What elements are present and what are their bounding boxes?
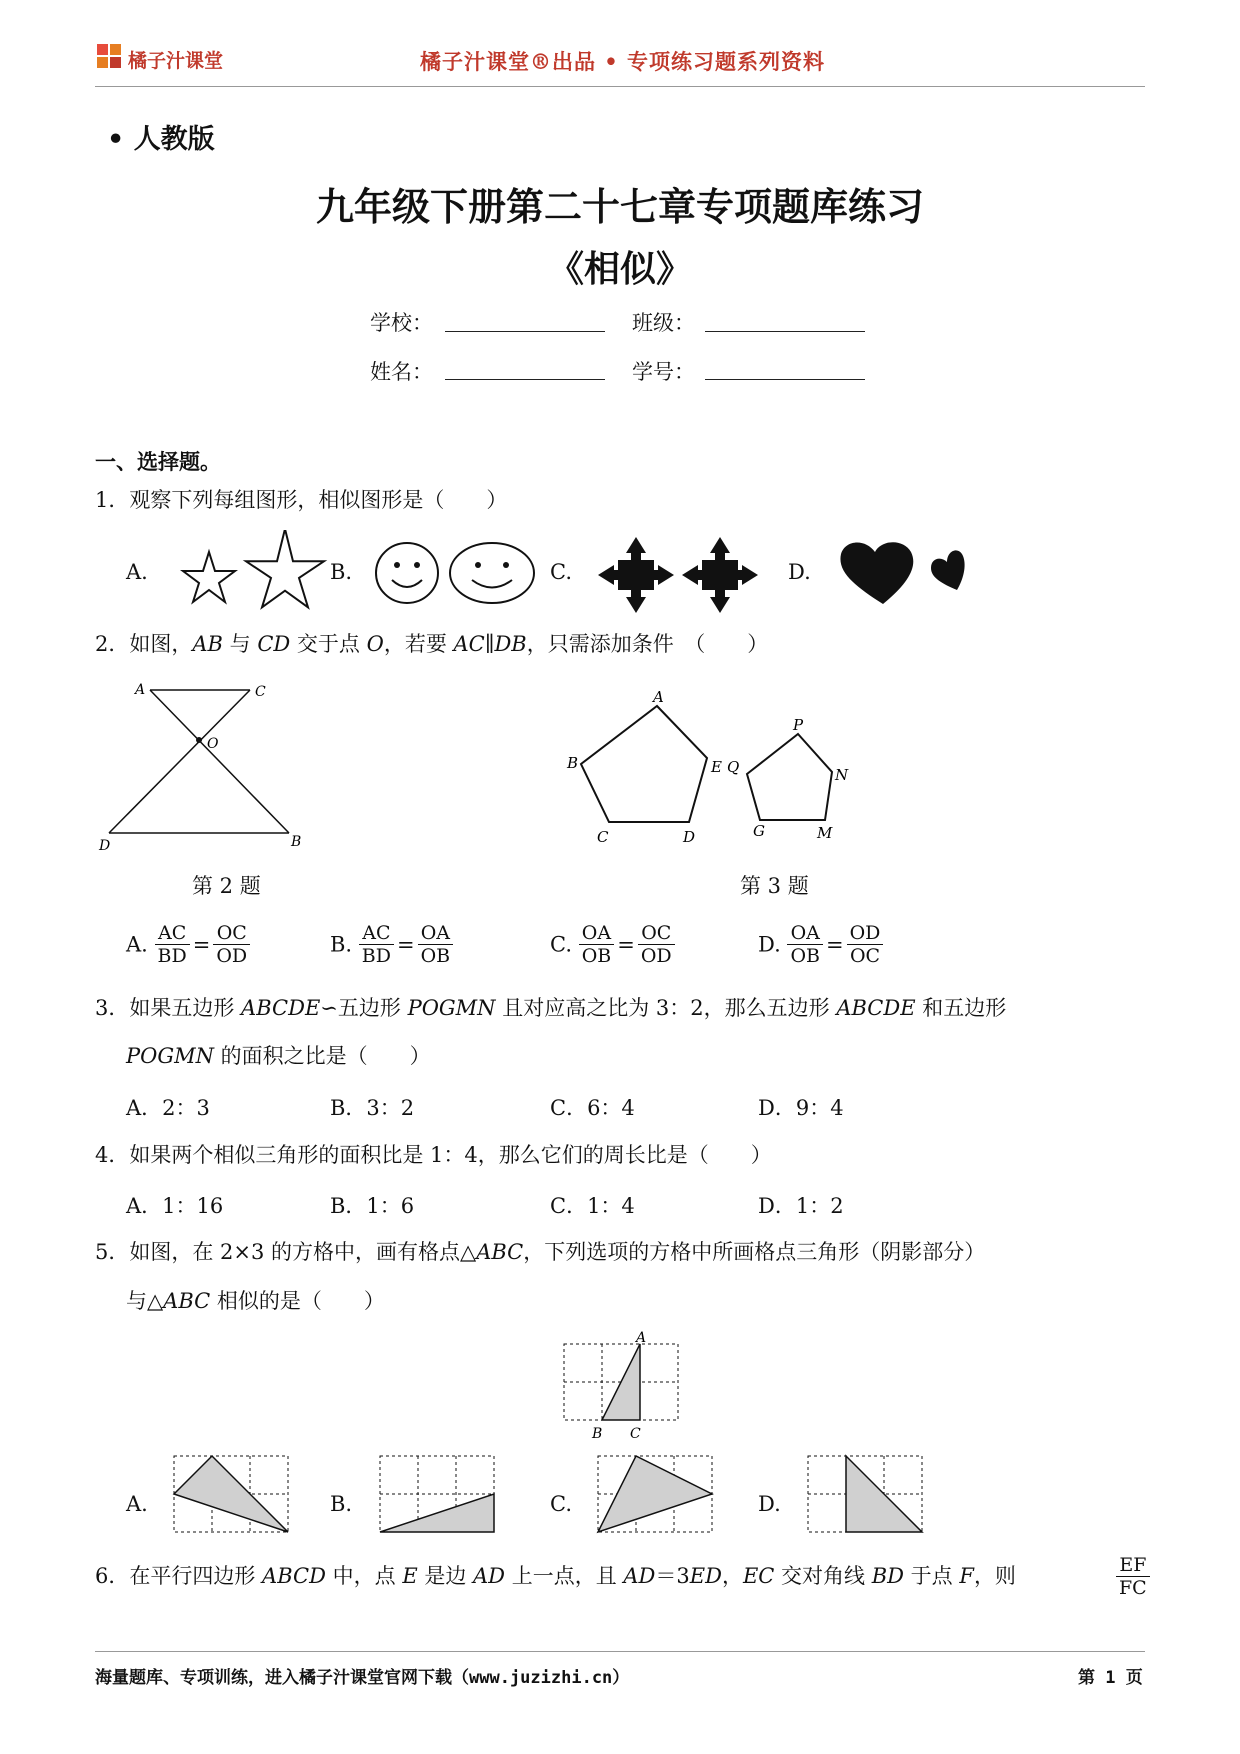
question-5-line-1: 5．如图，在 2×3 的方格中，画有格点△ABC，下列选项的方格中所画格点三角形（阴影部分） bbox=[95, 1240, 986, 1264]
q4-option-c: C．1：4 bbox=[550, 1194, 635, 1218]
svg-text:D: D bbox=[683, 828, 696, 846]
figure-3-caption: 第 3 题 bbox=[740, 874, 809, 898]
svg-text:C: C bbox=[597, 828, 609, 846]
svg-text:D: D bbox=[99, 838, 111, 854]
q2-option-b: B. $\frac{AC}{BD}$ = $\frac{OA}{OB}$ bbox=[330, 922, 453, 967]
heart-large-icon bbox=[840, 542, 913, 604]
figure-2-caption: 第 2 题 bbox=[192, 874, 261, 898]
name-field[interactable] bbox=[445, 357, 605, 380]
q3-option-b: B．3：2 bbox=[330, 1096, 415, 1120]
svg-text:E: E bbox=[711, 758, 722, 776]
class-label: 班级： bbox=[632, 311, 695, 335]
q4-option-d: D．1：2 bbox=[758, 1194, 844, 1218]
svg-text:Q: Q bbox=[727, 758, 740, 776]
q1-option-c-label: C. bbox=[550, 560, 572, 584]
q1-option-c-figure bbox=[598, 535, 768, 615]
q6-ratio-fraction: $\frac{EF}{FC}$ bbox=[1116, 1554, 1150, 1599]
star-small-icon bbox=[183, 552, 235, 602]
section-heading: 一、选择题。 bbox=[95, 450, 221, 474]
header-slogan: 橘子汁课堂®出品 • 专项练习题系列资料 bbox=[420, 49, 826, 74]
number-label: 学号： bbox=[632, 360, 695, 384]
number-field[interactable] bbox=[705, 357, 865, 380]
page-subtitle: 《相似》 bbox=[547, 249, 692, 290]
smiley-wide-icon bbox=[450, 543, 534, 603]
svg-text:C: C bbox=[255, 684, 266, 700]
svg-text:P: P bbox=[793, 716, 804, 734]
school-field[interactable] bbox=[445, 309, 605, 332]
question-6-stem: 6．在平行四边形 ABCD 中，点 E 是边 AD 上一点，且 AD＝3ED，EC 交对角线 BD 于点 F，则 bbox=[95, 1564, 1016, 1588]
svg-text:B: B bbox=[592, 1426, 603, 1442]
q5-main-figure bbox=[560, 1330, 690, 1450]
question-1-stem: 1．观察下列每组图形，相似图形是（ ） bbox=[95, 488, 508, 512]
svg-text:C: C bbox=[630, 1426, 641, 1442]
q5-option-c-figure bbox=[596, 1452, 716, 1538]
q1-option-a-label: A. bbox=[126, 560, 148, 584]
heart-small-icon bbox=[931, 550, 965, 590]
question-4-stem: 4．如果两个相似三角形的面积比是 1：4，那么它们的周长比是（ ） bbox=[95, 1143, 772, 1167]
class-field[interactable] bbox=[705, 309, 865, 332]
question-5-line-2: 与△ABC 相似的是（ ） bbox=[126, 1289, 385, 1313]
svg-text:N: N bbox=[835, 766, 849, 784]
svg-text:A: A bbox=[653, 688, 664, 706]
smiley-small-icon bbox=[376, 543, 438, 603]
q4-option-a: A．1：16 bbox=[126, 1194, 224, 1218]
q2-option-a: A. $\frac{AC}{BD}$ = $\frac{OC}{OD}$ bbox=[126, 922, 250, 967]
star-large-icon bbox=[246, 530, 324, 607]
svg-text:A: A bbox=[636, 1330, 647, 1346]
svg-text:O: O bbox=[207, 736, 219, 752]
brand-name: 橘子汁课堂 bbox=[128, 50, 224, 72]
arrow-cross-icon bbox=[598, 537, 674, 613]
page-number: 第 1 页 bbox=[1078, 1668, 1143, 1688]
question-3-line-1: 3．如果五边形 ABCDE∽五边形 POGMN 且对应高之比为 3：2，那么五边形 ABCDE 和五边形 bbox=[95, 996, 1007, 1020]
svg-text:A: A bbox=[135, 682, 146, 698]
name-label: 姓名： bbox=[370, 360, 433, 384]
edition-label: • 人教版 bbox=[107, 124, 215, 155]
q2-figure bbox=[95, 678, 315, 858]
q5-option-b-label: B. bbox=[330, 1492, 353, 1516]
q5-option-d-label: D. bbox=[758, 1492, 781, 1516]
q2-option-c: C. $\frac{OA}{OB}$ = $\frac{OC}{OD}$ bbox=[550, 922, 675, 967]
school-label: 学校： bbox=[370, 311, 433, 335]
svg-text:G: G bbox=[753, 822, 765, 840]
footer-divider bbox=[95, 1651, 1145, 1652]
q2-option-d: D. $\frac{OA}{OB}$ = $\frac{OD}{OC}$ bbox=[758, 922, 883, 967]
q5-option-b-figure bbox=[378, 1452, 498, 1538]
arrow-cross-icon bbox=[682, 537, 758, 613]
q3-option-c: C．6：4 bbox=[550, 1096, 635, 1120]
svg-text:B: B bbox=[567, 754, 579, 772]
q1-option-b-label: B. bbox=[330, 560, 353, 584]
q5-option-a-label: A. bbox=[126, 1492, 148, 1516]
q4-option-b: B．1：6 bbox=[330, 1194, 415, 1218]
question-3-line-2: POGMN 的面积之比是（ ） bbox=[126, 1044, 431, 1068]
q1-option-d-label: D. bbox=[788, 560, 811, 584]
svg-text:B: B bbox=[291, 834, 302, 850]
q3-figure bbox=[555, 688, 875, 848]
q1-option-d-figure bbox=[835, 538, 975, 608]
q1-option-a-figure bbox=[170, 530, 330, 610]
page-title: 九年级下册第二十七章专项题库练习 bbox=[315, 185, 924, 229]
q3-option-d: D．9：4 bbox=[758, 1096, 844, 1120]
question-2-stem: 2．如图，AB 与 CD 交于点 O，若要 AC∥DB，只需添加条件 （ ） bbox=[95, 632, 769, 656]
q5-option-a-figure bbox=[172, 1452, 292, 1538]
footer-text: 海量题库、专项训练，进入橘子汁课堂官网下载（www.juzizhi.cn） bbox=[95, 1668, 630, 1688]
q3-option-a: A．2：3 bbox=[126, 1096, 210, 1120]
svg-text:M: M bbox=[817, 824, 833, 842]
q1-option-b-figure bbox=[370, 538, 540, 608]
q5-option-d-figure bbox=[806, 1452, 926, 1538]
orange-logo-icon bbox=[97, 44, 121, 68]
q5-option-c-label: C. bbox=[550, 1492, 572, 1516]
